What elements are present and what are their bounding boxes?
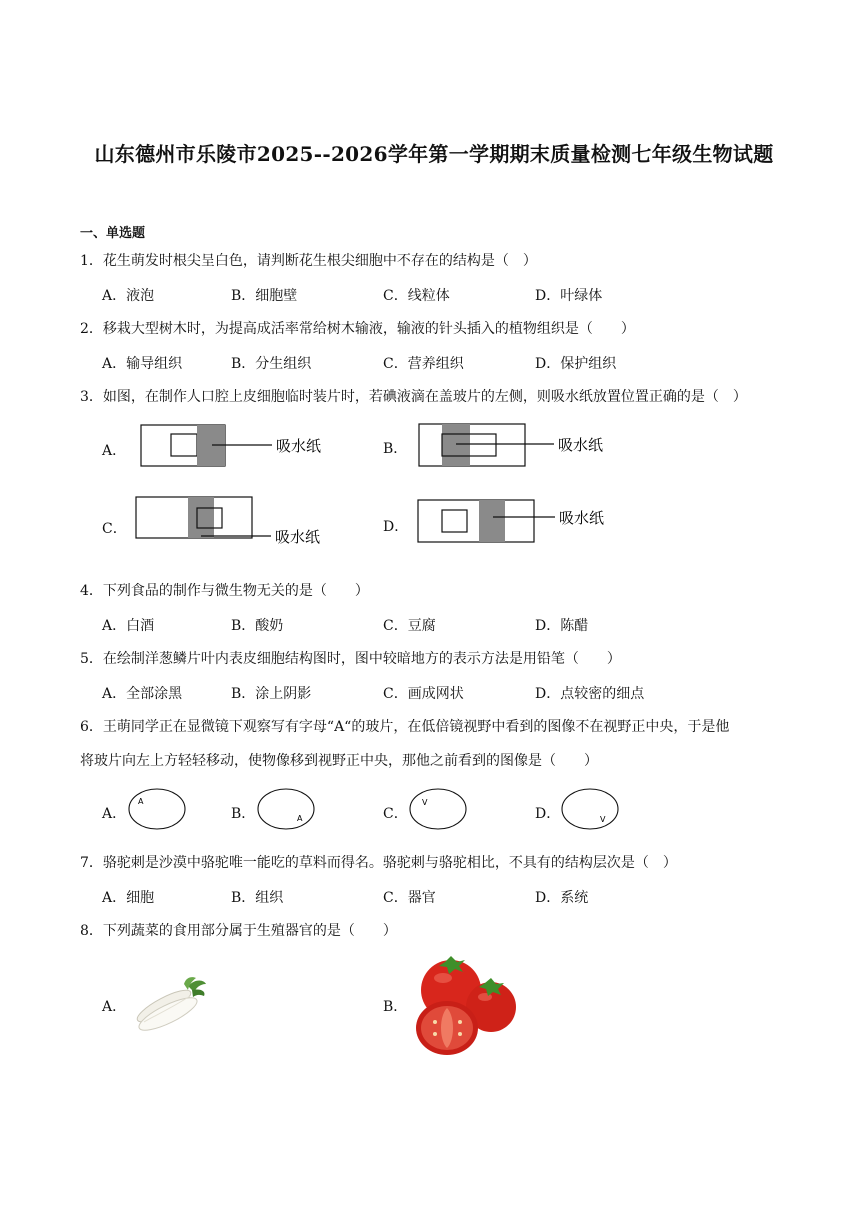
letter-mark: V	[422, 798, 428, 807]
page-title: 山东德州市乐陵市2025--2026学年第一学期期末质量检测七年级生物试题	[94, 142, 774, 166]
blotting-paper-label: 吸水纸	[558, 436, 604, 454]
q4-option-a[interactable]: A．白酒	[102, 618, 155, 634]
section-heading: 一、单选题	[80, 226, 146, 241]
letter-mark: A	[297, 814, 303, 823]
question-8-stem: 8．下列蔬菜的食用部分属于生殖器官的是（ ）	[80, 923, 397, 939]
field-of-view	[410, 789, 466, 829]
question-6-stem-line-2: 将玻片向左上方轻轻移动，使物像移到视野正中央，那他之前看到的图像是（ ）	[80, 753, 598, 769]
q5-option-d[interactable]: D．点较密的细点	[535, 686, 645, 702]
field-of-view	[562, 789, 618, 829]
blotting-paper-label: 吸水纸	[275, 528, 321, 546]
q3-option-d[interactable]: D．	[383, 519, 409, 535]
q7-option-a[interactable]: A．细胞	[102, 890, 155, 906]
blotting-paper	[479, 500, 505, 542]
field-of-view	[258, 789, 314, 829]
q2-option-b[interactable]: B．分生组织	[231, 356, 312, 372]
q3-option-a[interactable]: A．	[102, 443, 127, 459]
slide-diagram-b[interactable]	[418, 423, 618, 469]
question-6-stem-line-1: 6．王萌同学正在显微镜下观察写有字母“A“的玻片，在低倍镜视野中看到的图像不在视野正中央，于是他	[80, 719, 730, 735]
q6-option-b[interactable]: B．	[231, 806, 256, 822]
q1-option-a[interactable]: A．液泡	[102, 288, 155, 304]
q4-option-d[interactable]: D．陈醋	[535, 618, 589, 634]
slide-outline	[419, 424, 525, 466]
slide-outline	[418, 500, 534, 542]
radish-image[interactable]	[126, 976, 208, 1032]
microscope-view-c[interactable]	[409, 788, 469, 832]
q1-option-d[interactable]: D．叶绿体	[535, 288, 603, 304]
blotting-paper	[442, 424, 470, 466]
field-of-view	[129, 789, 185, 829]
tomato-image[interactable]	[405, 950, 519, 1058]
q7-option-d[interactable]: D．系统	[535, 890, 589, 906]
q1-option-b[interactable]: B．细胞壁	[231, 288, 298, 304]
question-5-stem: 5．在绘制洋葱鳞片叶内表皮细胞结构图时，图中较暗地方的表示方法是用铅笔（ ）	[80, 651, 621, 667]
question-4-stem: 4．下列食品的制作与微生物无关的是（ ）	[80, 583, 369, 599]
microscope-view-d[interactable]	[561, 788, 621, 832]
blotting-paper	[188, 497, 214, 538]
q1-option-c[interactable]: C．线粒体	[383, 288, 450, 304]
q3-option-b[interactable]: B．	[383, 441, 408, 457]
microscope-view-a[interactable]	[128, 788, 188, 832]
slide-diagram-c[interactable]	[135, 496, 335, 548]
q4-option-c[interactable]: C．豆腐	[383, 618, 436, 634]
q6-option-a[interactable]: A．	[102, 806, 127, 822]
q8-option-a[interactable]: A．	[102, 999, 127, 1015]
q5-option-b[interactable]: B．涂上阴影	[231, 686, 312, 702]
q6-option-d[interactable]: D．	[535, 806, 561, 822]
q7-option-b[interactable]: B．组织	[231, 890, 284, 906]
letter-mark: A	[138, 797, 144, 806]
q2-option-a[interactable]: A．输导组织	[102, 356, 183, 372]
q5-option-a[interactable]: A．全部涂黑	[102, 686, 183, 702]
q6-option-c[interactable]: C．	[383, 806, 408, 822]
microscope-view-b[interactable]	[257, 788, 317, 832]
slide-diagram-d[interactable]	[417, 499, 617, 545]
question-7-stem: 7．骆驼刺是沙漠中骆驼唯一能吃的草料而得名。骆驼刺与骆驼相比，不具有的结构层次是（ ）	[80, 855, 677, 871]
question-3-stem: 3．如图，在制作人口腔上皮细胞临时装片时，若碘液滴在盖玻片的左侧，则吸水纸放置位置正确的是（ ）	[80, 389, 747, 405]
blotting-paper-label: 吸水纸	[559, 509, 605, 527]
letter-mark: V	[600, 815, 606, 824]
question-2-stem: 2．移栽大型树木时，为提高成活率常给树木输液，输液的针头插入的植物组织是（ ）	[80, 321, 635, 337]
blotting-paper-label: 吸水纸	[276, 437, 322, 455]
q2-option-d[interactable]: D．保护组织	[535, 356, 617, 372]
q7-option-c[interactable]: C．器官	[383, 890, 436, 906]
q3-option-c[interactable]: C．	[102, 521, 127, 537]
slide-diagram-a[interactable]	[140, 424, 340, 470]
q2-option-c[interactable]: C．营养组织	[383, 356, 464, 372]
q5-option-c[interactable]: C．画成网状	[383, 686, 464, 702]
question-1-stem: 1．花生萌发时根尖呈白色，请判断花生根尖细胞中不存在的结构是（ ）	[80, 253, 537, 269]
q8-option-b[interactable]: B．	[383, 999, 408, 1015]
q4-option-b[interactable]: B．酸奶	[231, 618, 284, 634]
